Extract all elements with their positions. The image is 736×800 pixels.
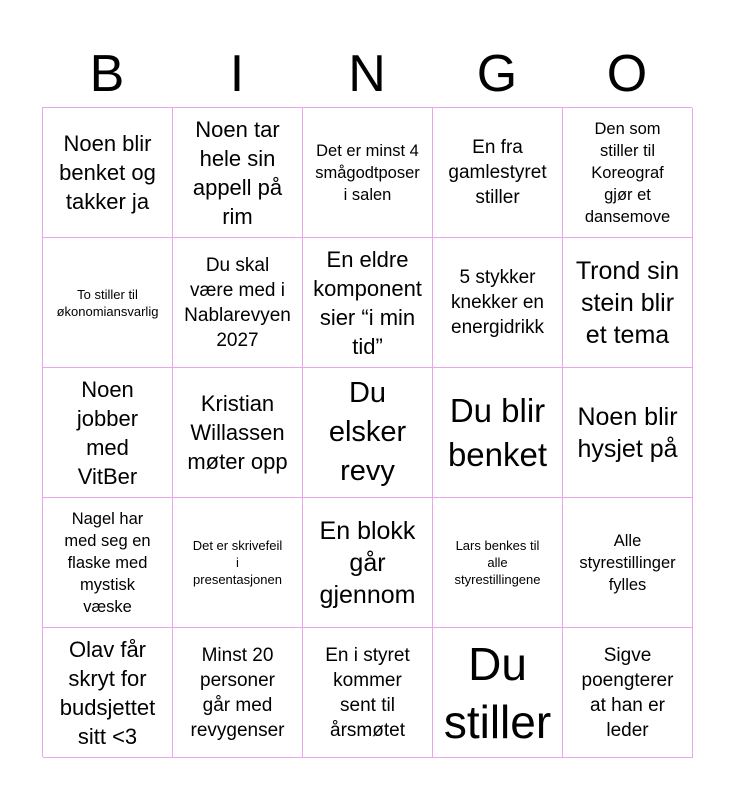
- bingo-cell-r5-c3[interactable]: [303, 628, 433, 758]
- bingo-cell-r4-c4[interactable]: [433, 498, 563, 628]
- cell-text: 5 stykker knekker en energidrikk: [451, 267, 544, 338]
- bingo-cell-r1-c2[interactable]: [173, 108, 303, 238]
- bingo-cell-r2-c5[interactable]: [563, 238, 693, 368]
- bingo-cell-r1-c1[interactable]: [43, 108, 173, 238]
- bingo-cell-r1-c3[interactable]: [303, 108, 433, 238]
- bingo-cell-r4-c1[interactable]: [43, 498, 173, 628]
- bingo-cell-r3-c3[interactable]: [303, 368, 433, 498]
- header-letter-n: N: [348, 45, 386, 103]
- cell-text: Noen blir hysjet på: [577, 402, 678, 463]
- cell-text: En i styret kommer sent til årsmøtet: [325, 644, 410, 741]
- bingo-cell-r5-c1[interactable]: [43, 628, 173, 758]
- cell-text: Alle styrestillinger fylles: [579, 531, 676, 594]
- bingo-cell-r4-c5[interactable]: [563, 498, 693, 628]
- bingo-cell-r2-c1[interactable]: [43, 238, 173, 368]
- bingo-cell-r1-c5[interactable]: [563, 108, 693, 238]
- bingo-cell-r2-c3[interactable]: [303, 238, 433, 368]
- bingo-cell-r5-c2[interactable]: [173, 628, 303, 758]
- header-letter-i: I: [229, 45, 245, 103]
- bingo-cell-r2-c2[interactable]: [173, 238, 303, 368]
- cell-text: En blokk går gjennom: [319, 516, 416, 609]
- cell-text: En fra gamlestyret stiller: [448, 137, 547, 208]
- bingo-cell-r3-c2[interactable]: [173, 368, 303, 498]
- cell-text: Noen tar hele sin appell på rim: [192, 116, 283, 229]
- cell-text: Noen jobber med VitBer: [76, 376, 139, 489]
- header-letter-g: G: [476, 45, 518, 103]
- bingo-cell-r1-c4[interactable]: [433, 108, 563, 238]
- cell-text: Den som stiller til Koreograf gjør et dansemove: [584, 119, 671, 226]
- bingo-cell-r5-c5[interactable]: [563, 628, 693, 758]
- cell-text: To stiller til økonomiansvarlig: [56, 286, 159, 319]
- cell-text: Lars benkes til alle styrestillingene: [454, 538, 541, 587]
- cell-text: Olav får skryt for budsjettet sitt <3: [59, 636, 156, 749]
- cell-text: Det er skrivefeil i presentasjonen: [192, 538, 283, 587]
- cell-text: Sigve poengterer at han er leder: [581, 644, 674, 741]
- bingo-cell-r2-c4[interactable]: [433, 238, 563, 368]
- header-letter-o: O: [606, 45, 648, 103]
- header-letter-b: B: [89, 45, 125, 103]
- cell-text: Du skal være med i Nablarevyen 2027: [184, 254, 291, 351]
- bingo-cell-r3-c1[interactable]: [43, 368, 173, 498]
- cell-text: Minst 20 personer går med revygenser: [190, 644, 285, 741]
- cell-text: En eldre komponent sier “i min tid”: [313, 246, 422, 359]
- cell-text: Du stiller: [443, 637, 552, 748]
- cell-text: Kristian Willassen møter opp: [187, 391, 288, 474]
- cell-text: Trond sin stein blir et tema: [575, 256, 680, 349]
- cell-text: Det er minst 4 smågodtposer i salen: [315, 141, 420, 204]
- cell-text: Nagel har med seg en flaske med mystisk væske: [64, 509, 151, 616]
- bingo-cell-r5-c4[interactable]: [433, 628, 563, 758]
- bingo-cell-r4-c2[interactable]: [173, 498, 303, 628]
- cell-text: Du elsker revy: [328, 377, 407, 487]
- cell-text: Noen blir benket og takker ja: [59, 131, 156, 214]
- bingo-header: [42, 40, 692, 108]
- bingo-board: [42, 107, 692, 757]
- bingo-cell-r3-c4[interactable]: [433, 368, 563, 498]
- bingo-cell-r4-c3[interactable]: [303, 498, 433, 628]
- cell-text: Du blir benket: [447, 391, 548, 473]
- bingo-cell-r3-c5[interactable]: [563, 368, 693, 498]
